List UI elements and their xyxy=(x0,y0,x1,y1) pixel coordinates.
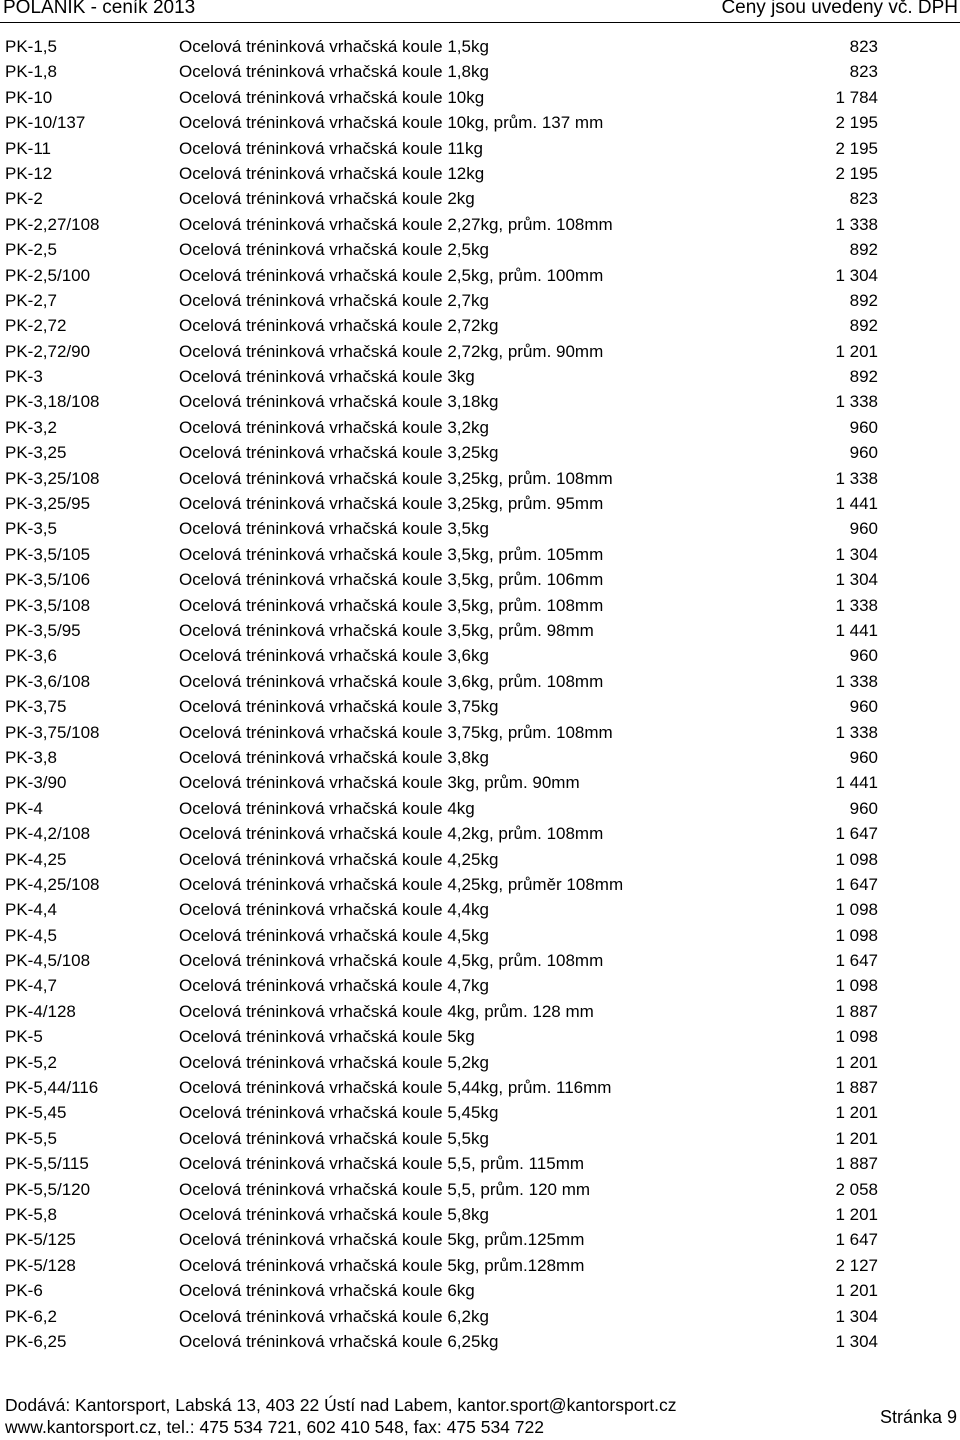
table-row xyxy=(0,1329,960,1354)
product-code: PK-2,7 xyxy=(5,290,57,310)
product-price: 1 201 xyxy=(835,341,878,361)
product-description: Ocelová tréninková vrhačská koule 3kg, prům. 90mm xyxy=(179,773,580,793)
product-price: 1 441 xyxy=(835,620,878,640)
product-description: Ocelová tréninková vrhačská koule 3,5kg, prům. 108mm xyxy=(179,595,604,615)
product-description: Ocelová tréninková vrhačská koule 4kg xyxy=(179,798,475,818)
product-description: Ocelová tréninková vrhačská koule 4,25kg, průměr 108mm xyxy=(179,874,624,894)
table-row xyxy=(0,34,960,59)
table-row xyxy=(0,161,960,186)
product-price: 2 195 xyxy=(835,138,878,158)
product-code: PK-3,25/95 xyxy=(5,494,91,514)
product-price: 823 xyxy=(849,62,878,82)
product-price: 1 304 xyxy=(835,1306,878,1326)
product-code: PK-5 xyxy=(5,1027,43,1047)
product-price: 1 304 xyxy=(835,570,878,590)
product-code: PK-3,6 xyxy=(5,646,57,666)
table-row xyxy=(0,364,960,389)
table-row xyxy=(0,1227,960,1252)
product-price: 1 201 xyxy=(835,1052,878,1072)
product-price: 1 304 xyxy=(835,1331,878,1351)
product-price: 1 338 xyxy=(835,392,878,412)
product-price: 2 058 xyxy=(835,1179,878,1199)
product-code: PK-11 xyxy=(5,138,51,158)
product-description: Ocelová tréninková vrhačská koule 3,5kg, prům. 98mm xyxy=(179,620,594,640)
table-row xyxy=(0,542,960,567)
product-price: 1 338 xyxy=(835,595,878,615)
table-row xyxy=(0,1100,960,1125)
product-code: PK-2 xyxy=(5,189,43,209)
product-code: PK-4/128 xyxy=(5,1001,76,1021)
product-code: PK-4,5/108 xyxy=(5,951,91,971)
table-row xyxy=(0,339,960,364)
table-row xyxy=(0,1177,960,1202)
product-price: 1 338 xyxy=(835,671,878,691)
page-number: Stránka 9 xyxy=(879,1407,957,1427)
product-price: 1 304 xyxy=(835,544,878,564)
product-code: PK-4,4 xyxy=(5,900,57,920)
product-code: PK-4,2/108 xyxy=(5,824,91,844)
product-price: 892 xyxy=(849,240,878,260)
product-price: 892 xyxy=(849,316,878,336)
product-code: PK-3,5 xyxy=(5,519,57,539)
product-price: 1 441 xyxy=(835,773,878,793)
product-description: Ocelová tréninková vrhačská koule 3,6kg, prům. 108mm xyxy=(179,671,604,691)
product-code: PK-3,75/108 xyxy=(5,722,100,742)
table-row xyxy=(0,1024,960,1049)
product-description: Ocelová tréninková vrhačská koule 5kg xyxy=(179,1027,475,1047)
product-description: Ocelová tréninková vrhačská koule 5,44kg, prům. 116mm xyxy=(179,1078,612,1098)
table-row xyxy=(0,466,960,491)
product-code: PK-3,8 xyxy=(5,747,57,767)
table-row xyxy=(0,593,960,618)
table-row xyxy=(0,618,960,643)
product-code: PK-10 xyxy=(5,87,53,107)
product-price: 960 xyxy=(849,798,878,818)
product-code: PK-3 xyxy=(5,367,43,387)
product-description: Ocelová tréninková vrhačská koule 2kg xyxy=(179,189,475,209)
product-price: 2 195 xyxy=(835,113,878,133)
product-code: PK-5/128 xyxy=(5,1255,76,1275)
table-row xyxy=(0,415,960,440)
product-price: 1 887 xyxy=(835,1078,878,1098)
product-price: 1 201 xyxy=(835,1128,878,1148)
product-price: 960 xyxy=(849,646,878,666)
table-row xyxy=(0,1253,960,1278)
table-row xyxy=(0,313,960,338)
product-description: Ocelová tréninková vrhačská koule 2,27kg, prům. 108mm xyxy=(179,214,613,234)
product-description: Ocelová tréninková vrhačská koule 1,8kg xyxy=(179,62,489,82)
table-row xyxy=(0,999,960,1024)
price-list xyxy=(0,34,960,1354)
product-code: PK-3,5/106 xyxy=(5,570,91,590)
product-code: PK-5,44/116 xyxy=(5,1078,99,1098)
table-row xyxy=(0,745,960,770)
product-description: Ocelová tréninková vrhačská koule 4,7kg xyxy=(179,976,489,996)
product-price: 1 647 xyxy=(835,824,878,844)
table-row xyxy=(0,237,960,262)
product-description: Ocelová tréninková vrhačská koule 1,5kg xyxy=(179,37,489,56)
product-code: PK-5,5/120 xyxy=(5,1179,91,1199)
product-description: Ocelová tréninková vrhačská koule 3,2kg xyxy=(179,417,489,437)
product-description: Ocelová tréninková vrhačská koule 2,5kg xyxy=(179,240,489,260)
product-price: 960 xyxy=(849,519,878,539)
product-price: 1 201 xyxy=(835,1281,878,1301)
product-description: Ocelová tréninková vrhačská koule 3,25kg, prům. 108mm xyxy=(179,468,613,488)
product-description: Ocelová tréninková vrhačská koule 5kg, prům.125mm xyxy=(179,1230,585,1250)
product-description: Ocelová tréninková vrhačská koule 12kg xyxy=(179,163,485,183)
product-description: Ocelová tréninková vrhačská koule 4,4kg xyxy=(179,900,489,920)
product-price: 892 xyxy=(849,290,878,310)
table-row xyxy=(0,643,960,668)
product-price: 823 xyxy=(849,37,878,56)
product-price: 960 xyxy=(849,697,878,717)
product-description: Ocelová tréninková vrhačská koule 6,2kg xyxy=(179,1306,489,1326)
table-row xyxy=(0,770,960,795)
product-code: PK-3,18/108 xyxy=(5,392,100,412)
table-row xyxy=(0,1075,960,1100)
product-code: PK-10/137 xyxy=(5,113,86,133)
table-row xyxy=(0,59,960,84)
product-code: PK-5,2 xyxy=(5,1052,57,1072)
table-row xyxy=(0,669,960,694)
table-row xyxy=(0,85,960,110)
product-code: PK-3,25 xyxy=(5,443,67,463)
product-price: 1 304 xyxy=(835,265,878,285)
product-code: PK-2,5/100 xyxy=(5,265,91,285)
product-code: PK-5,5/115 xyxy=(5,1154,89,1174)
product-price: 1 338 xyxy=(835,214,878,234)
product-code: PK-3,5/105 xyxy=(5,544,91,564)
product-code: PK-1,8 xyxy=(5,62,57,82)
product-description: Ocelová tréninková vrhačská koule 5,5kg xyxy=(179,1128,489,1148)
product-price: 1 647 xyxy=(835,874,878,894)
product-price: 1 201 xyxy=(835,1204,878,1224)
product-code: PK-3,75 xyxy=(5,697,67,717)
product-code: PK-2,72/90 xyxy=(5,341,91,361)
product-price: 1 098 xyxy=(835,1027,878,1047)
table-row xyxy=(0,923,960,948)
page-footer xyxy=(0,1392,960,1440)
table-row xyxy=(0,136,960,161)
product-code: PK-3,2 xyxy=(5,417,57,437)
product-price: 1 647 xyxy=(835,1230,878,1250)
table-row xyxy=(0,1050,960,1075)
product-price: 1 784 xyxy=(835,87,878,107)
product-description: Ocelová tréninková vrhačská koule 2,72kg, prům. 90mm xyxy=(179,341,604,361)
product-description: Ocelová tréninková vrhačská koule 4kg, prům. 128 mm xyxy=(179,1001,594,1021)
product-code: PK-4,25 xyxy=(5,849,67,869)
product-description: Ocelová tréninková vrhačská koule 6,25kg xyxy=(179,1331,499,1351)
product-code: PK-4,7 xyxy=(5,976,57,996)
product-description: Ocelová tréninková vrhačská koule 5,5, prům. 115mm xyxy=(179,1154,585,1174)
product-description: Ocelová tréninková vrhačská koule 4,2kg, prům. 108mm xyxy=(179,824,604,844)
product-code: PK-2,72 xyxy=(5,316,67,336)
product-price: 1 647 xyxy=(835,951,878,971)
product-code: PK-4,25/108 xyxy=(5,874,100,894)
product-code: PK-2,27/108 xyxy=(5,214,100,234)
footer-contact: www.kantorsport.cz, tel.: 475 534 721, 602 410 548, fax: 475 534 722 xyxy=(5,1417,544,1437)
table-row xyxy=(0,440,960,465)
product-code: PK-12 xyxy=(5,163,53,183)
product-description: Ocelová tréninková vrhačská koule 10kg xyxy=(179,87,485,107)
table-row xyxy=(0,1151,960,1176)
product-description: Ocelová tréninková vrhačská koule 3,6kg xyxy=(179,646,489,666)
product-code: PK-5,8 xyxy=(5,1204,57,1224)
product-description: Ocelová tréninková vrhačská koule 4,25kg xyxy=(179,849,499,869)
product-description: Ocelová tréninková vrhačská koule 3,25kg, prům. 95mm xyxy=(179,494,604,514)
product-price: 1 338 xyxy=(835,722,878,742)
table-row xyxy=(0,567,960,592)
product-price: 892 xyxy=(849,367,878,387)
product-price: 1 441 xyxy=(835,494,878,514)
page-header xyxy=(0,0,960,23)
product-description: Ocelová tréninková vrhačská koule 3,8kg xyxy=(179,747,489,767)
product-code: PK-3,25/108 xyxy=(5,468,100,488)
table-row xyxy=(0,694,960,719)
product-description: Ocelová tréninková vrhačská koule 4,5kg, prům. 108mm xyxy=(179,951,604,971)
product-description: Ocelová tréninková vrhačská koule 3,5kg, prům. 105mm xyxy=(179,544,604,564)
product-description: Ocelová tréninková vrhačská koule 3,25kg xyxy=(179,443,499,463)
table-row xyxy=(0,186,960,211)
table-row xyxy=(0,1202,960,1227)
product-description: Ocelová tréninková vrhačská koule 5,5, prům. 120 mm xyxy=(179,1179,591,1199)
product-price: 1 338 xyxy=(835,468,878,488)
product-price: 2 195 xyxy=(835,163,878,183)
table-row xyxy=(0,973,960,998)
product-description: Ocelová tréninková vrhačská koule 3,75kg, prům. 108mm xyxy=(179,722,613,742)
product-description: Ocelová tréninková vrhačská koule 5kg, prům.128mm xyxy=(179,1255,585,1275)
table-row xyxy=(0,1278,960,1303)
product-code: PK-5,45 xyxy=(5,1103,67,1123)
table-row xyxy=(0,872,960,897)
product-price: 1 098 xyxy=(835,849,878,869)
product-price: 960 xyxy=(849,417,878,437)
table-row xyxy=(0,491,960,516)
product-price: 1 201 xyxy=(835,1103,878,1123)
product-price: 1 098 xyxy=(835,925,878,945)
product-code: PK-3/90 xyxy=(5,773,67,793)
product-price: 1 887 xyxy=(835,1154,878,1174)
header-price-note: Ceny jsou uvedeny vč. DPH xyxy=(721,0,958,18)
table-row xyxy=(0,897,960,922)
table-row xyxy=(0,288,960,313)
table-row xyxy=(0,212,960,237)
product-code: PK-2,5 xyxy=(5,240,57,260)
table-row xyxy=(0,847,960,872)
table-row xyxy=(0,720,960,745)
product-description: Ocelová tréninková vrhačská koule 10kg, prům. 137 mm xyxy=(179,113,604,133)
product-description: Ocelová tréninková vrhačská koule 3,5kg xyxy=(179,519,489,539)
product-code: PK-6,25 xyxy=(5,1331,67,1351)
product-price: 1 098 xyxy=(835,900,878,920)
product-code: PK-5/125 xyxy=(5,1230,76,1250)
product-description: Ocelová tréninková vrhačská koule 3,75kg xyxy=(179,697,499,717)
product-code: PK-3,6/108 xyxy=(5,671,91,691)
table-row xyxy=(0,796,960,821)
product-description: Ocelová tréninková vrhačská koule 4,5kg xyxy=(179,925,489,945)
footer-supplier: Dodává: Kantorsport, Labská 13, 403 22 Ústí nad Labem, kantor.sport@kantorsport.cz xyxy=(5,1395,677,1415)
product-code: PK-1,5 xyxy=(5,37,57,56)
product-price: 2 127 xyxy=(835,1255,878,1275)
product-description: Ocelová tréninková vrhačská koule 5,8kg xyxy=(179,1204,489,1224)
product-description: Ocelová tréninková vrhačská koule 2,7kg xyxy=(179,290,489,310)
product-description: Ocelová tréninková vrhačská koule 2,5kg, prům. 100mm xyxy=(179,265,604,285)
product-price: 1 887 xyxy=(835,1001,878,1021)
product-price: 823 xyxy=(849,189,878,209)
product-code: PK-6 xyxy=(5,1281,43,1301)
header-title: POLANIK - ceník 2013 xyxy=(3,0,196,18)
product-price: 960 xyxy=(849,747,878,767)
table-row xyxy=(0,1126,960,1151)
product-code: PK-3,5/108 xyxy=(5,595,91,615)
table-row xyxy=(0,110,960,135)
product-description: Ocelová tréninková vrhačská koule 2,72kg xyxy=(179,316,499,336)
product-description: Ocelová tréninková vrhačská koule 3,5kg, prům. 106mm xyxy=(179,570,604,590)
table-row xyxy=(0,389,960,414)
product-code: PK-3,5/95 xyxy=(5,620,81,640)
product-price: 1 098 xyxy=(835,976,878,996)
product-code: PK-4,5 xyxy=(5,925,57,945)
table-row xyxy=(0,948,960,973)
table-row xyxy=(0,263,960,288)
table-row xyxy=(0,1304,960,1329)
product-code: PK-6,2 xyxy=(5,1306,57,1326)
product-price: 960 xyxy=(849,443,878,463)
product-code: PK-4 xyxy=(5,798,43,818)
product-description: Ocelová tréninková vrhačská koule 5,2kg xyxy=(179,1052,489,1072)
product-description: Ocelová tréninková vrhačská koule 3kg xyxy=(179,367,475,387)
table-row xyxy=(0,821,960,846)
table-row xyxy=(0,516,960,541)
product-description: Ocelová tréninková vrhačská koule 6kg xyxy=(179,1281,475,1301)
product-description: Ocelová tréninková vrhačská koule 3,18kg xyxy=(179,392,499,412)
product-description: Ocelová tréninková vrhačská koule 5,45kg xyxy=(179,1103,499,1123)
product-description: Ocelová tréninková vrhačská koule 11kg xyxy=(179,138,483,158)
product-code: PK-5,5 xyxy=(5,1128,57,1148)
